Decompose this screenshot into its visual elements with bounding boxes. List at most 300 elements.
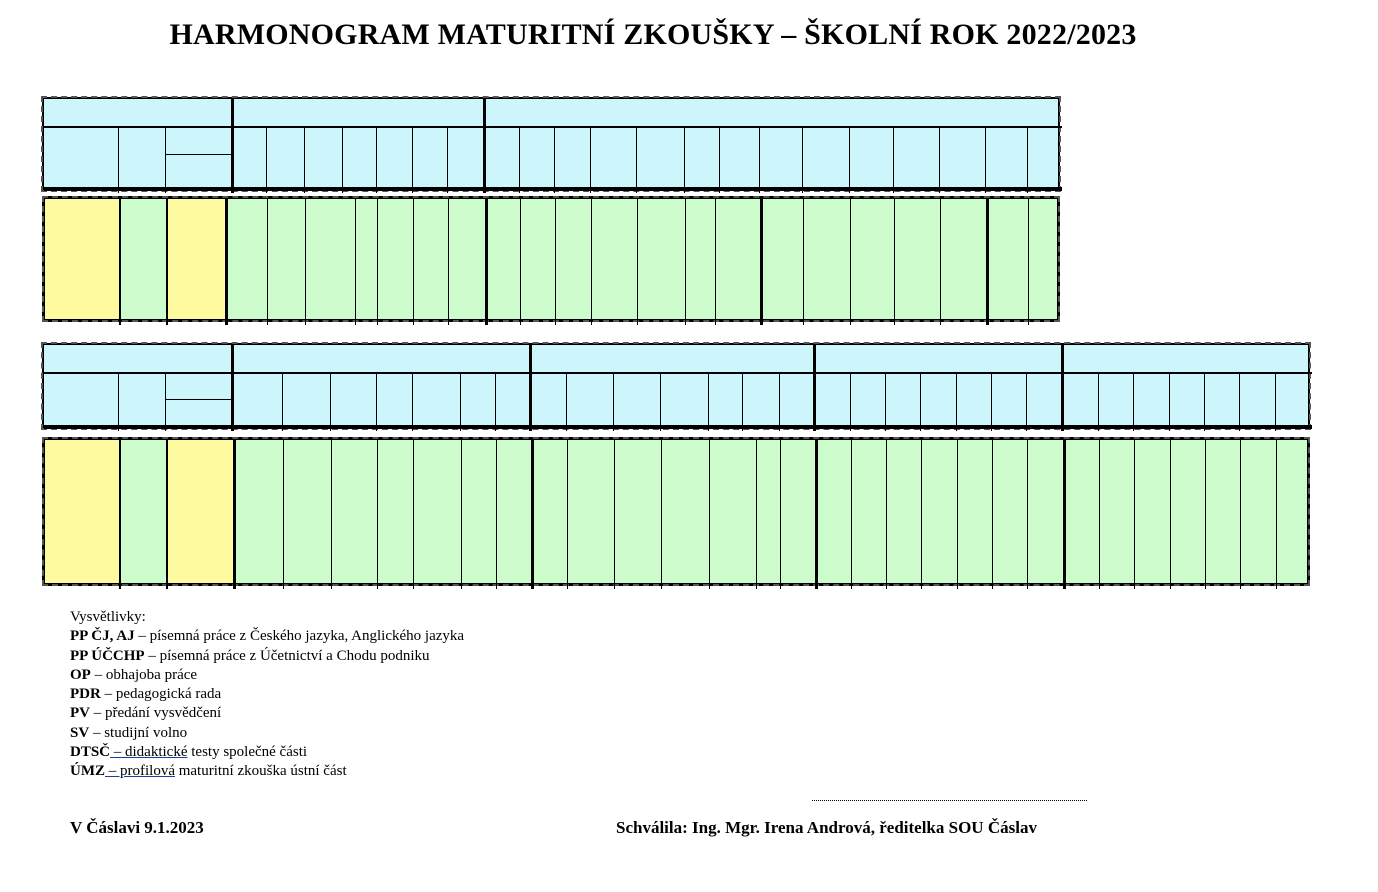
day-name xyxy=(266,127,304,155)
empty-slot xyxy=(355,199,377,319)
legend-item xyxy=(70,762,464,781)
subject-name xyxy=(166,440,233,583)
legend-separator: – didaktické xyxy=(110,744,188,761)
empty-slot xyxy=(685,199,715,319)
grid-line xyxy=(496,440,497,589)
grid-line xyxy=(448,199,449,325)
legend-item xyxy=(70,666,464,685)
grid-line xyxy=(305,199,306,325)
month-week-label xyxy=(44,345,232,373)
table2-header-grid xyxy=(42,343,1310,429)
grid-line xyxy=(756,440,757,589)
empty-slot xyxy=(377,440,413,583)
legend-item xyxy=(70,647,464,666)
day-name xyxy=(1027,127,1060,155)
grid-line xyxy=(342,127,343,193)
legend-separator: – profilová xyxy=(105,763,175,780)
grid-line xyxy=(376,373,377,431)
empty-slot xyxy=(992,440,1027,583)
grid-line xyxy=(1134,440,1135,589)
legend-text: studijní volno xyxy=(104,724,188,741)
day-name xyxy=(1098,373,1133,400)
grid-line xyxy=(376,127,377,193)
month-label xyxy=(1062,345,1310,373)
day-name xyxy=(759,127,802,155)
day-date xyxy=(939,155,985,189)
grid-line xyxy=(1276,440,1277,589)
grid-line xyxy=(413,199,414,325)
grid-line xyxy=(886,440,887,589)
grid-line xyxy=(304,127,305,193)
grid-line xyxy=(283,440,284,589)
day-date xyxy=(232,400,282,427)
grid-line xyxy=(567,440,568,589)
exam-event xyxy=(661,440,709,583)
month-label xyxy=(530,345,814,373)
grid-line xyxy=(165,399,232,400)
empty-slot xyxy=(413,199,448,319)
grid-line xyxy=(613,373,614,431)
day-name xyxy=(304,127,342,155)
page-title: HARMONOGRAM MATURITNÍ ZKOUŠKY – ŠKOLNÍ ROK 2022/2023 xyxy=(169,18,1137,51)
exam-event xyxy=(957,440,992,583)
grid-line xyxy=(1239,373,1240,431)
legend-abbr: OP xyxy=(70,666,91,683)
grid-line xyxy=(850,373,851,431)
day-name xyxy=(330,373,376,400)
grid-line xyxy=(849,127,850,193)
day-date xyxy=(802,155,849,189)
day-name xyxy=(530,373,566,400)
month-label xyxy=(232,99,484,127)
exam-event xyxy=(709,440,756,583)
day-date xyxy=(893,155,939,189)
empty-slot xyxy=(461,440,496,583)
day-name xyxy=(613,373,660,400)
month-label xyxy=(232,345,530,373)
grid-line xyxy=(985,127,986,193)
exam-event xyxy=(1099,440,1134,583)
grid-line xyxy=(266,127,267,193)
day-date xyxy=(1204,400,1239,427)
day-date xyxy=(850,400,885,427)
grid-line xyxy=(531,440,534,589)
day-name xyxy=(920,373,956,400)
empty-slot xyxy=(780,440,815,583)
day-name xyxy=(554,127,590,155)
legend-text: testy společné části xyxy=(187,744,308,761)
day-date xyxy=(519,155,554,189)
day-name xyxy=(956,373,991,400)
day-name xyxy=(708,373,742,400)
grid-line xyxy=(413,440,414,589)
day-name xyxy=(412,373,460,400)
grid-line xyxy=(377,440,378,589)
grid-line xyxy=(1062,373,1063,431)
signature-line xyxy=(812,800,1087,801)
legend-text: pedagogická rada xyxy=(115,686,222,703)
grid-line xyxy=(485,199,488,325)
empty-slot xyxy=(1276,440,1311,583)
grid-line xyxy=(267,199,268,325)
grid-line xyxy=(684,127,685,193)
day-date xyxy=(412,400,460,427)
subject-name xyxy=(166,199,225,319)
empty-slot xyxy=(803,199,850,319)
grid-line xyxy=(282,373,283,431)
grid-line xyxy=(591,199,592,325)
legend-item xyxy=(70,685,464,704)
grid-line xyxy=(992,440,993,589)
grid-line xyxy=(520,199,521,325)
day-name xyxy=(342,127,376,155)
legend-separator: – xyxy=(134,628,150,645)
day-date xyxy=(849,155,893,189)
empty-slot xyxy=(1205,440,1240,583)
day-name xyxy=(447,127,484,155)
grid-line xyxy=(554,127,555,193)
grid-line xyxy=(1170,440,1171,589)
grid-line xyxy=(495,373,496,431)
day-date xyxy=(759,155,802,189)
legend-text: předání vysvědčení xyxy=(105,705,222,722)
grid-line xyxy=(685,199,686,325)
grid-line xyxy=(165,373,166,431)
day-date xyxy=(613,400,660,427)
legend-text: písemná práce z Českého jazyka, Anglického jazyka xyxy=(149,628,465,645)
exam-event xyxy=(1134,440,1170,583)
legend-separator: – xyxy=(100,686,116,703)
grid-line xyxy=(1240,440,1241,589)
grid-line xyxy=(590,127,591,193)
day-date xyxy=(530,400,566,427)
empty-slot xyxy=(756,440,780,583)
legend-heading: Vysvětlivky: xyxy=(70,609,146,625)
day-name xyxy=(1062,373,1098,400)
day-date xyxy=(376,400,412,427)
day-name xyxy=(566,373,613,400)
date-label xyxy=(165,155,232,189)
table2-schedule-grid xyxy=(42,437,1310,586)
empty-slot xyxy=(940,199,986,319)
grid-line xyxy=(165,127,166,193)
day-date xyxy=(660,400,708,427)
day-name xyxy=(376,127,412,155)
grid-line xyxy=(709,440,710,589)
exam-event xyxy=(305,199,355,319)
grid-line xyxy=(802,127,803,193)
grid-line xyxy=(921,440,922,589)
grid-line xyxy=(1099,440,1100,589)
legend xyxy=(70,608,464,782)
day-date xyxy=(708,400,742,427)
empty-slot xyxy=(850,199,894,319)
empty-slot xyxy=(283,440,331,583)
day-date xyxy=(304,155,342,189)
grid-line xyxy=(118,373,119,431)
grid-line xyxy=(719,127,720,193)
day-date xyxy=(447,155,484,189)
grid-line xyxy=(850,199,851,325)
empty-slot xyxy=(715,199,760,319)
table1-header-grid xyxy=(42,97,1060,191)
day-label xyxy=(165,127,232,155)
day-date xyxy=(1133,400,1169,427)
grid-line xyxy=(484,127,485,193)
grid-line xyxy=(779,373,780,431)
day-date xyxy=(460,400,495,427)
day-name xyxy=(232,373,282,400)
grid-line xyxy=(885,373,886,431)
exam-event xyxy=(921,440,957,583)
grid-line xyxy=(377,199,378,325)
legend-separator: – xyxy=(90,705,105,722)
empty-slot xyxy=(986,199,1028,319)
grid-line xyxy=(519,127,520,193)
empty-slot xyxy=(1240,440,1276,583)
legend-separator: – xyxy=(90,666,106,683)
day-name xyxy=(1169,373,1204,400)
grid-line xyxy=(166,199,168,325)
class-label xyxy=(44,373,118,431)
legend-separator: – xyxy=(89,724,105,741)
day-name xyxy=(495,373,530,400)
empty-slot xyxy=(531,440,567,583)
class-name xyxy=(45,440,119,583)
day-date xyxy=(814,400,850,427)
day-date xyxy=(1062,400,1098,427)
grid-line xyxy=(447,127,448,193)
empty-slot xyxy=(815,440,851,583)
day-date xyxy=(554,155,590,189)
class-label xyxy=(44,127,118,193)
legend-abbr: PDR xyxy=(70,686,101,703)
day-name xyxy=(1204,373,1239,400)
grid-line xyxy=(1027,440,1028,589)
grid-line xyxy=(461,440,462,589)
day-date xyxy=(412,155,447,189)
day-name xyxy=(849,127,893,155)
day-name xyxy=(939,127,985,155)
grid-line xyxy=(956,373,957,431)
day-date xyxy=(1275,400,1310,427)
day-name xyxy=(1133,373,1169,400)
empty-slot xyxy=(1170,440,1205,583)
grid-line xyxy=(614,440,615,589)
grid-line xyxy=(1205,440,1206,589)
empty-slot xyxy=(448,199,485,319)
empty-slot xyxy=(760,199,803,319)
grid-line xyxy=(660,373,661,431)
legend-item xyxy=(70,627,464,646)
day-name xyxy=(636,127,684,155)
legend-text: písemná práce z Účetnictví a Chodu podniku xyxy=(159,647,430,664)
day-name xyxy=(885,373,920,400)
grid-line xyxy=(331,440,332,589)
empty-slot xyxy=(637,199,685,319)
grid-line xyxy=(893,127,894,193)
legend-abbr: ÚMZ xyxy=(70,763,105,780)
legend-abbr: PP ČJ, AJ xyxy=(70,628,135,645)
day-name xyxy=(742,373,779,400)
empty-slot xyxy=(233,440,283,583)
exam-event xyxy=(567,440,614,583)
exam-event xyxy=(267,199,305,319)
day-name xyxy=(660,373,708,400)
day-date xyxy=(282,400,330,427)
day-date xyxy=(566,400,613,427)
day-date xyxy=(985,155,1027,189)
day-name xyxy=(232,127,266,155)
day-date xyxy=(1169,400,1204,427)
day-date xyxy=(684,155,719,189)
exam-event xyxy=(225,199,267,319)
day-date xyxy=(376,155,412,189)
grid-line xyxy=(460,373,461,431)
day-name xyxy=(684,127,719,155)
day-date xyxy=(779,400,814,427)
grid-line xyxy=(355,199,356,325)
grid-line xyxy=(412,127,413,193)
day-name xyxy=(779,373,814,400)
grid-line xyxy=(412,373,413,431)
approval-signature: Schválila: Ing. Mgr. Irena Andrová, ředitelka SOU Čáslav xyxy=(616,818,1037,837)
legend-text: maturitní zkouška ústní část xyxy=(174,763,347,780)
legend-abbr: PV xyxy=(70,705,90,722)
day-date xyxy=(266,155,304,189)
grid-line xyxy=(166,440,168,589)
grid-line xyxy=(708,373,709,431)
legend-item xyxy=(70,704,464,723)
day-date xyxy=(342,155,376,189)
legend-abbr: SV xyxy=(70,724,90,741)
day-date xyxy=(484,155,519,189)
day-date xyxy=(1098,400,1133,427)
grid-line xyxy=(760,199,763,325)
grid-line xyxy=(815,440,818,589)
day-date xyxy=(885,400,920,427)
grid-line xyxy=(530,373,531,431)
day-date xyxy=(495,400,530,427)
day-date xyxy=(1026,400,1062,427)
legend-text: obhajoba práce xyxy=(105,666,198,683)
date-label xyxy=(165,400,232,427)
day-name xyxy=(282,373,330,400)
grid-line xyxy=(957,440,958,589)
exam-event xyxy=(1063,440,1099,583)
grid-line xyxy=(1275,373,1276,431)
grid-line xyxy=(780,440,781,589)
day-name xyxy=(802,127,849,155)
empty-slot xyxy=(894,199,940,319)
day-name xyxy=(1026,373,1062,400)
grid-line xyxy=(920,373,921,431)
legend-abbr: DTSČ xyxy=(70,744,111,761)
day-name xyxy=(991,373,1026,400)
empty-slot xyxy=(1027,440,1063,583)
place-date: V Čáslavi 9.1.2023 xyxy=(70,818,204,837)
grid-line xyxy=(661,440,662,589)
grid-line xyxy=(814,373,815,431)
grid-line xyxy=(1098,373,1099,431)
grid-line xyxy=(330,373,331,431)
day-name xyxy=(519,127,554,155)
day-date xyxy=(1027,155,1060,189)
grid-line xyxy=(715,199,716,325)
exam-event xyxy=(331,440,377,583)
month-week-label xyxy=(44,99,232,127)
day-date xyxy=(742,400,779,427)
day-date xyxy=(330,400,376,427)
grid-line xyxy=(939,127,940,193)
day-name xyxy=(590,127,636,155)
exam-event xyxy=(555,199,591,319)
day-date xyxy=(719,155,759,189)
empty-slot xyxy=(591,199,637,319)
day-name xyxy=(814,373,850,400)
legend-separator: – xyxy=(144,647,160,664)
grid-line xyxy=(118,127,119,193)
day-name xyxy=(1239,373,1275,400)
day-label xyxy=(165,373,232,400)
day-date xyxy=(956,400,991,427)
grid-line xyxy=(1063,440,1066,589)
empty-slot xyxy=(377,199,413,319)
grid-line xyxy=(555,199,556,325)
day-name xyxy=(376,373,412,400)
grid-line xyxy=(1027,127,1028,193)
day-name xyxy=(1275,373,1310,400)
grid-line xyxy=(851,440,852,589)
empty-slot xyxy=(496,440,531,583)
exam-event xyxy=(851,440,886,583)
day-date xyxy=(232,155,266,189)
exam-event xyxy=(413,440,461,583)
day-name xyxy=(460,373,495,400)
exam-event xyxy=(614,440,661,583)
grid-line xyxy=(637,199,638,325)
legend-abbr: PP ÚČCHP xyxy=(70,647,145,664)
grid-line xyxy=(940,199,941,325)
exam-event xyxy=(886,440,921,583)
empty-slot xyxy=(520,199,555,319)
grid-line xyxy=(1204,373,1205,431)
grid-line xyxy=(759,127,760,193)
day-date xyxy=(991,400,1026,427)
grid-line xyxy=(119,440,121,589)
grid-line xyxy=(119,199,121,325)
grid-line xyxy=(1169,373,1170,431)
day-date xyxy=(590,155,636,189)
grid-line xyxy=(894,199,895,325)
day-name xyxy=(412,127,447,155)
empty-slot xyxy=(1028,199,1061,319)
empty-slot xyxy=(485,199,520,319)
day-name xyxy=(484,127,519,155)
grid-line xyxy=(1028,199,1029,325)
grid-line xyxy=(803,199,804,325)
grid-line xyxy=(1026,373,1027,431)
grid-line xyxy=(986,199,989,325)
day-name xyxy=(850,373,885,400)
legend-item xyxy=(70,724,464,743)
grid-line xyxy=(165,154,232,155)
day-name xyxy=(719,127,759,155)
grid-line xyxy=(566,373,567,431)
grid-line xyxy=(991,373,992,431)
day-name xyxy=(985,127,1027,155)
legend-item xyxy=(70,743,464,762)
